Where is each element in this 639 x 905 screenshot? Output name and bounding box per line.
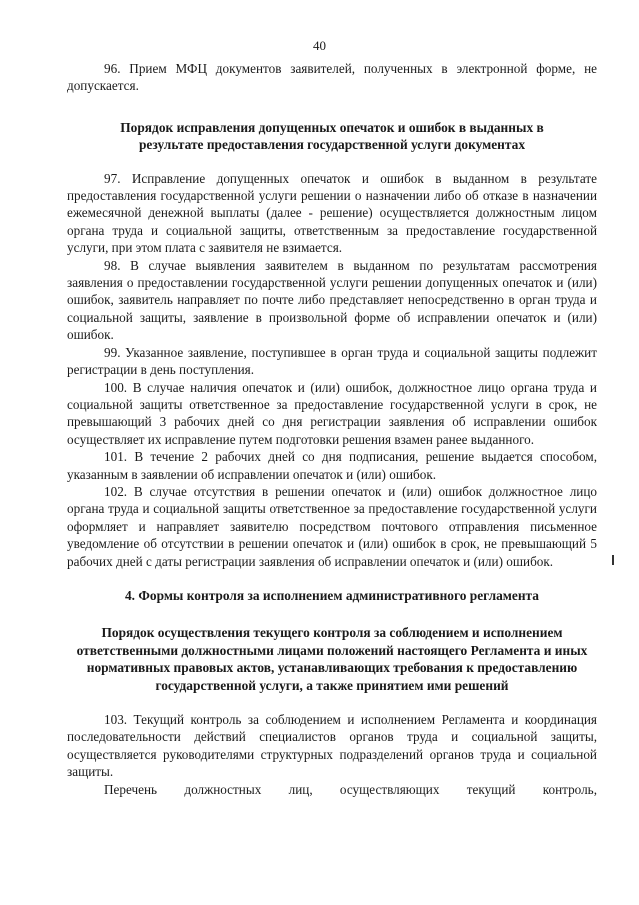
paragraph-101: 101. В течение 2 рабочих дней со дня подписания, решение выдается способом, указанным в заявлении об исправлении опечаток и (или) ошибок. bbox=[67, 449, 597, 482]
paragraph-list-intro: Перечень должностных лиц, осуществляющих текущий контроль, bbox=[104, 781, 597, 797]
paragraph-100: 100. В случае наличия опечаток и (или) ошибок, должностное лицо органа труда и социальной защиты ответственное за предоставление государственной услуги в срок, не превышающий 3 рабочих дней со дня регистрации заявления об исправлении ошибок осуществляет их исправление путем подготовки решения взамен ранее выданного. bbox=[67, 379, 597, 447]
document-body bbox=[67, 60, 597, 798]
heading-corrections: Порядок исправления допущенных опечаток и ошибок в выданных в результате предоставления государственной услуги документах bbox=[120, 119, 544, 153]
page-number: 40 bbox=[313, 38, 326, 53]
paragraph-103: 103. Текущий контроль за соблюдением и исполнением Регламента и координация последовательности действий специалистов органов труда и социальной защиты, осуществляется руководителями структурных подразделений органов труда и социальной защиты. bbox=[67, 712, 597, 780]
paragraph-99: 99. Указанное заявление, поступившее в орган труда и социальной защиты подлежит регистрации в день поступления. bbox=[67, 344, 597, 378]
paragraph-102: 102. В случае отсутствия в решении опечаток и (или) ошибок должностное лицо органа труда и социальной защиты ответственное за предоставление государственной услуги оформляет и направляет заявителю посредством почтового отправления письменное уведомление об отсутствии в решении опечаток и (или) ошибок в срок, не превышающий 5 рабочих дней с даты регистрации заявления об исправлении опечаток и (или) ошибок. bbox=[67, 483, 597, 569]
margin-mark bbox=[612, 555, 614, 565]
heading-section-4: 4. Формы контроля за исполнением административного регламента bbox=[124, 587, 539, 603]
paragraph-98: 98. В случае выявления заявителем в выданном по результатам рассмотрения заявления о предоставлении государственной услуги решении допущенных опечаток и (или) ошибок, заявитель направляет по почте либо представляет непосредственно в орган труда и социальной защиты, заявление в произвольной форме об исправлении опечаток и (или) ошибок. bbox=[67, 257, 597, 343]
heading-current-control: Порядок осуществления текущего контроля за соблюдением и исполнением ответственными должностными лицами положений настоящего Регламента и иных нормативных правовых актов, устанавливающих требования к предоставлению государственной услуги, а также принятием ими решений bbox=[76, 625, 588, 693]
paragraph-96: 96. Прием МФЦ документов заявителей, полученных в электронной форме, не допускается. bbox=[67, 61, 597, 94]
paragraph-97: 97. Исправление допущенных опечаток и ошибок в выданном в результате предоставления государственной услуги решении о назначении либо об отказе в назначении ежемесячной денежной выплаты (далее - решение) осуществляется должностным лицом органа труда и социальной защиты, ответственным за предоставление государственной услуги, при этом плата с заявителя не взимается. bbox=[67, 170, 597, 256]
